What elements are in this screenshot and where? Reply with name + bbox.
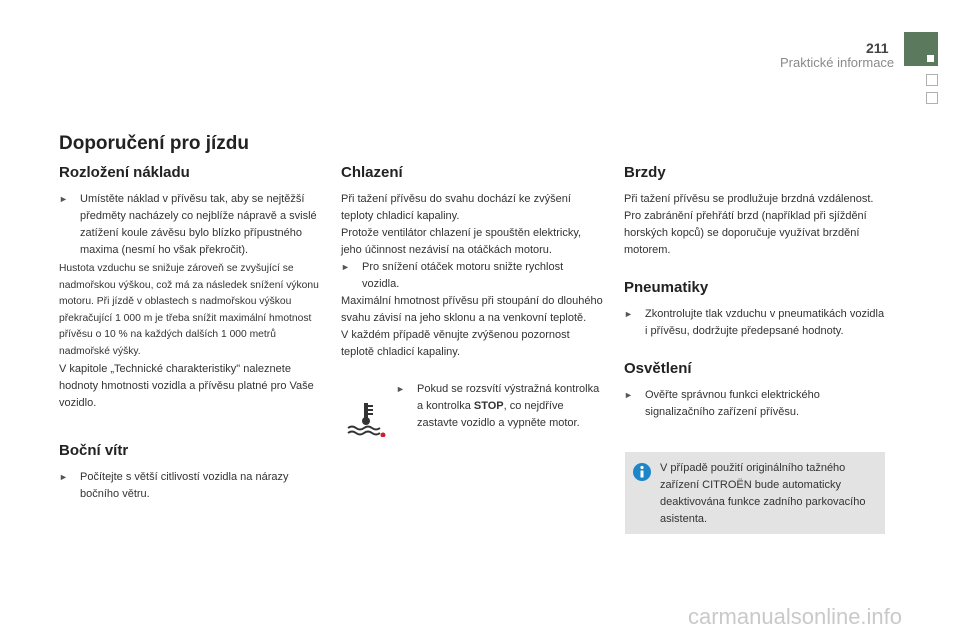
info-box [625, 452, 885, 534]
bullet-tyres [624, 306, 886, 340]
section-title: Praktické informace [780, 55, 895, 70]
bullet-cooling [341, 259, 603, 293]
bullet-arrow-icon: ► [59, 471, 68, 482]
page-title: Doporučení pro jízdu [59, 133, 249, 154]
brakes-text-2: Pro zabránění přehřátí brzd (například při sjíždění horských kopců) se doporučuje využívat brzdění motorem. [624, 210, 867, 256]
bullet-arrow-icon: ► [341, 262, 350, 272]
bullet-load [59, 191, 321, 259]
heading-lights: Osvětlení [624, 360, 692, 377]
bullet-arrow-icon: ► [396, 384, 405, 394]
chapter-tab [904, 32, 938, 66]
coolant-temperature-icon [345, 401, 387, 437]
bullet-wind [59, 469, 321, 503]
column-right [624, 164, 886, 421]
chapter-tab-empty-2 [926, 92, 938, 104]
column-left [59, 164, 321, 503]
watermark: carmanualsonline.info [688, 604, 903, 629]
bullet-tyres-text: Zkontrolujte tlak vzduchu v pneumatikách vozidla i přívěsu, dodržujte předepsané hodnoty. [645, 308, 885, 337]
coolant-warning-text-pre: Pokud se rozsvítí výstražná kontrolka a kontrolka [417, 383, 600, 412]
bullet-arrow-icon: ► [624, 390, 633, 400]
heading-load: Rozložení nákladu [59, 164, 190, 181]
heading-brakes: Brzdy [624, 164, 666, 181]
bullet-arrow-icon: ► [59, 194, 68, 204]
info-icon [633, 463, 651, 481]
bullet-cooling-text: Pro snížení otáček motoru snižte rychlost vozidla. [362, 261, 564, 290]
cooling-text-2: Protože ventilátor chlazení je spouštěn elektricky, jeho účinnost nezávisí na otáčkách motoru. [341, 227, 582, 256]
bullet-wind-text: Počítejte s větší citlivostí vozidla na nárazy bočního větru. [80, 470, 289, 500]
coolant-warning-text-post: , co nejdříve zastavte vozidlo a vypněte motor. [417, 400, 580, 429]
chapter-tab-empty-1 [926, 74, 938, 86]
bullet-lights [624, 387, 886, 421]
bullet-coolant-warning [396, 381, 603, 432]
cooling-text-1: Při tažení přívěsu do svahu dochází ke zvýšení teploty chladicí kapaliny. [341, 193, 571, 222]
heading-wind: Boční vítr [59, 441, 129, 459]
brakes-text-1: Při tažení přívěsu se prodlužuje brzdná vzdálenost. [624, 193, 874, 205]
heading-cooling: Chlazení [341, 164, 403, 181]
load-altitude-text: Hustota vzduchu se snižuje zároveň se zvyšující se nadmořskou výškou, což má za následek snížení výkonu motoru. Při jízdě v oblastech s nadmořskou výškou překračující 1 000 m je třeba snížit maximální hmotnost přívěsu o 10 % na každých dalších 1 000 metrů nadmořské výšky. [59, 263, 319, 357]
cooling-text-3: Maximální hmotnost přívěsu při stoupání do dlouhého svahu závisí na jeho sklonu a na venkovní teplotě. [341, 295, 603, 324]
cooling-text-4: V každém případě věnujte zvýšenou pozornost teplotě chladicí kapaliny. [341, 329, 570, 358]
bullet-load-text: Umístěte náklad v přívěsu tak, aby se nejtěžší předměty nacházely co nejblíže nápravě a svislé zatížení koule závěsu bylo blízko přípustného maxima (nesmí ho však překročit). [80, 193, 317, 256]
heading-tyres: Pneumatiky [624, 279, 709, 296]
bullet-arrow-icon: ► [624, 309, 633, 319]
bullet-lights-text: Ověřte správnou funkci elektrického signalizačního zařízení přívěsu. [645, 389, 820, 418]
column-middle [341, 164, 603, 432]
chapter-tab-mark [927, 55, 934, 62]
coolant-warning [341, 381, 603, 432]
info-text: V případě použití originálního tažného zařízení CITROËN bude automaticky deaktivována funkce zadního parkovacího asistenta. [660, 462, 866, 525]
page-number: 211 [866, 40, 889, 56]
load-technical-text: V kapitole „Technické charakteristiky" naleznete hodnoty hmotnosti vozidla a přívěsu platné pro Vaše vozidlo. [59, 362, 314, 409]
stop-label: STOP [473, 400, 504, 412]
